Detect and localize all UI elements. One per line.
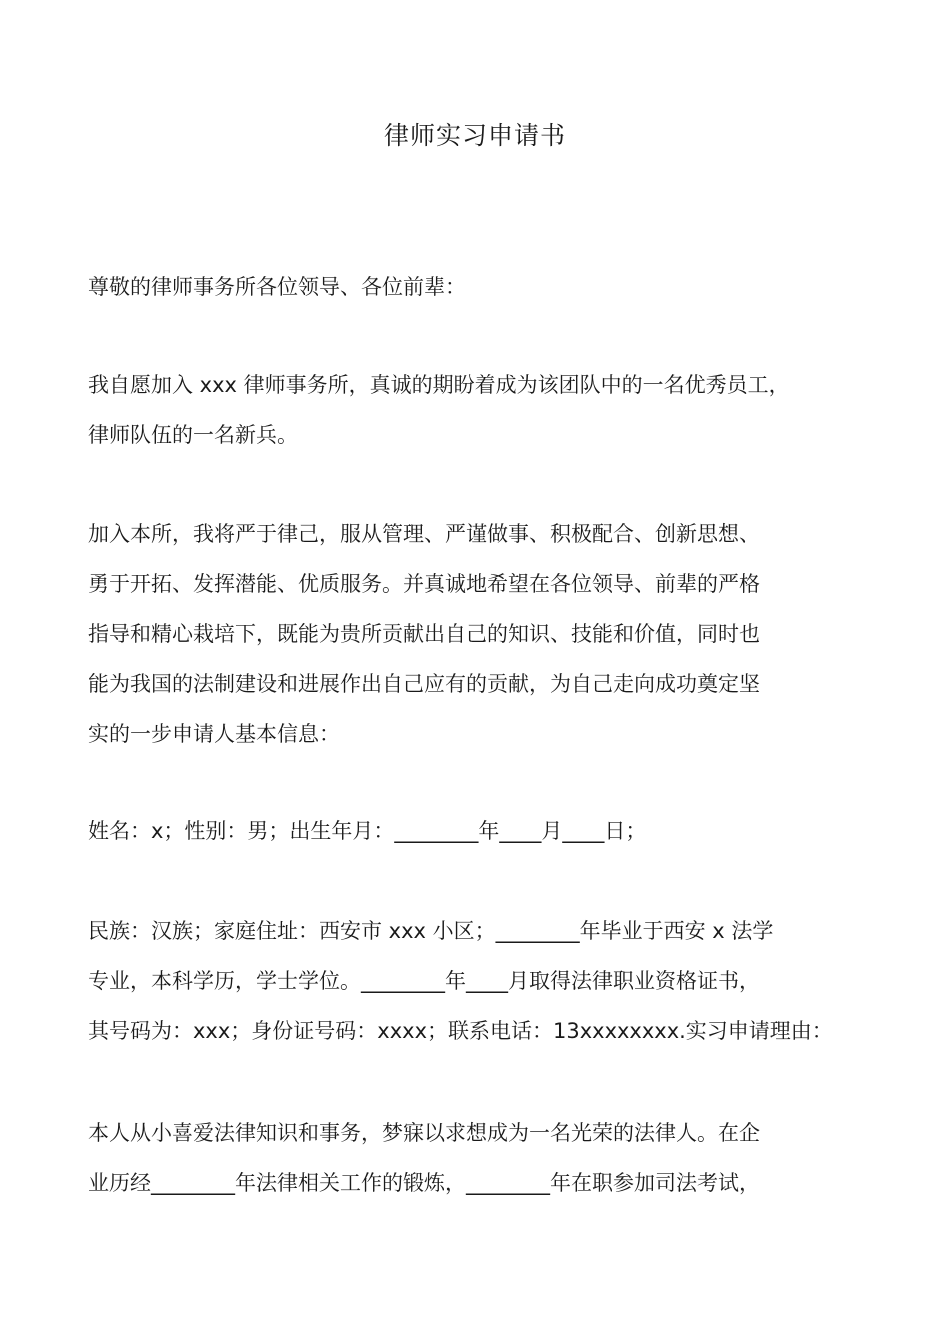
text-line: 实的一步申请人基本信息： xyxy=(88,722,340,746)
text-line: 业历经________年法律相关工作的锻炼，________年在职参加司法考试， xyxy=(88,1171,760,1195)
text-line: 勇于开拓、发挥潜能、优质服务。并真诚地希望在各位领导、前辈的严格 xyxy=(88,572,760,596)
text-line: 加入本所，我将严于律己，服从管理、严谨做事、积极配合、创新思想、 xyxy=(88,522,760,546)
commitment-paragraph xyxy=(88,509,888,759)
background-info-paragraph xyxy=(88,906,888,1056)
reason-paragraph xyxy=(88,1108,888,1208)
text-line: 尊敬的律师事务所各位领导、各位前辈： xyxy=(88,275,466,299)
text-line: 其号码为：xxx；身份证号码：xxxx；联系电话：13xxxxxxxx.实习申请理由： xyxy=(88,1019,833,1043)
text-line: 本人从小喜爱法律知识和事务，梦寐以求想成为一名光荣的法律人。在企 xyxy=(88,1121,760,1145)
document-title: 律师实习申请书 xyxy=(383,121,566,150)
text-line: 律师队伍的一名新兵。 xyxy=(88,423,298,447)
text-line: 专业，本科学历，学士学位。________年____月取得法律职业资格证书， xyxy=(88,969,760,993)
text-line: 指导和精心栽培下，既能为贵所贡献出自己的知识、技能和价值，同时也 xyxy=(88,622,760,646)
text-line: 我自愿加入 xxx 律师事务所，真诚的期盼着成为该团队中的一名优秀员工， xyxy=(88,373,790,397)
intro-paragraph xyxy=(88,360,888,460)
personal-info-paragraph xyxy=(88,806,888,856)
text-line: 能为我国的法制建设和进展作出自己应有的贡献，为自己走向成功奠定坚 xyxy=(88,672,760,696)
salutation-paragraph xyxy=(88,262,888,312)
text-line: 姓名：x；性别：男；出生年月：________年____月____日； xyxy=(88,819,647,843)
text-line: 民族：汉族；家庭住址：西安市 xxx 小区；________年毕业于西安 x 法学 xyxy=(88,919,774,943)
